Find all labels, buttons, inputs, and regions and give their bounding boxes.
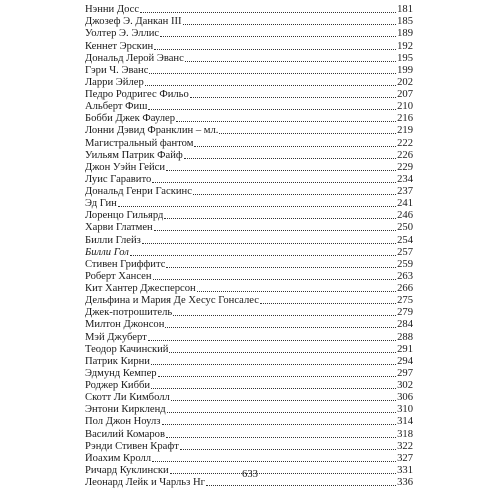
toc-entry — [85, 344, 413, 356]
toc-entry-title: Стивен Гриффитс — [85, 258, 166, 270]
toc-entry-page: 314 — [397, 416, 413, 428]
toc-entry-title: Василий Комаров — [85, 428, 165, 440]
toc-entry-title: Йоахим Кролл — [85, 452, 152, 464]
toc-entry — [85, 380, 413, 392]
toc-entry — [85, 77, 413, 89]
toc-entry — [85, 307, 413, 319]
toc-dot-leader — [183, 24, 396, 25]
toc-entry-page: 222 — [397, 137, 413, 149]
toc-dot-leader — [152, 182, 396, 183]
toc-entry-title: Теодор Качинский — [85, 343, 169, 355]
toc-entry — [85, 113, 413, 125]
toc-entry-page: 246 — [397, 210, 413, 222]
toc-entry-page: 263 — [397, 270, 413, 282]
toc-dot-leader — [164, 218, 396, 219]
toc-entry-title: Джозеф Э. Данкан III — [85, 16, 182, 28]
toc-entry — [85, 150, 413, 162]
toc-entry-page: 291 — [397, 343, 413, 355]
toc-entry — [85, 198, 413, 210]
toc-entry-page: 279 — [397, 307, 413, 319]
toc-entry-title: Магистральный фантом — [85, 137, 194, 149]
toc-entry-page: 207 — [397, 89, 413, 100]
toc-entry — [85, 331, 413, 343]
toc-entry-page: 266 — [397, 283, 413, 294]
toc-entry — [85, 428, 413, 440]
toc-entry — [85, 125, 413, 137]
toc-entry-title: Харви Глатмен — [85, 222, 153, 234]
toc-entry-page: 195 — [397, 52, 413, 64]
toc-dot-leader — [145, 85, 396, 86]
toc-entry — [85, 28, 413, 40]
toc-entry-title: Лонни Дэвид Франклин – мл. — [85, 125, 219, 137]
toc-entry-page: 192 — [397, 40, 413, 52]
toc-entry-title: Дельфина и Мария Де Хесус Гонсалес — [85, 295, 259, 307]
toc-dot-leader — [173, 315, 396, 316]
toc-entry — [85, 40, 413, 52]
toc-entry-title: Луис Гаравито — [85, 173, 152, 185]
toc-dot-leader — [165, 327, 396, 328]
toc-dot-leader — [219, 133, 396, 134]
toc-entry — [85, 65, 413, 77]
toc-dot-leader — [149, 73, 396, 74]
toc-dot-leader — [160, 36, 396, 37]
toc-dot-leader — [130, 255, 396, 256]
toc-entry-title: Кит Хантер Джесперсон — [85, 283, 196, 294]
toc-entry-page: 336 — [397, 477, 413, 488]
toc-entry-title: Пол Джон Ноулз — [85, 416, 161, 428]
toc-entry — [85, 247, 413, 259]
toc-entry-title: Роберт Хансен — [85, 270, 152, 282]
toc-entry-title: Педро Родригес Фильо — [85, 89, 189, 100]
toc-entry-title: Роджер Кибби — [85, 380, 151, 391]
toc-dot-leader — [180, 449, 396, 450]
toc-entry — [85, 416, 413, 428]
toc-dot-leader — [142, 243, 396, 244]
toc-entry-title: Гэри Ч. Эванс — [85, 64, 149, 76]
toc-entry-title: Ричард Куклински — [85, 464, 169, 476]
toc-entry — [85, 53, 413, 65]
toc-entry-title: Бобби Джек Фаулер — [85, 113, 176, 125]
table-of-contents — [85, 4, 413, 489]
toc-entry-page: 259 — [397, 258, 413, 270]
toc-entry-page: 241 — [397, 198, 413, 210]
toc-entry-page: 219 — [397, 125, 413, 137]
toc-entry-page: 185 — [397, 16, 413, 28]
toc-dot-leader — [190, 97, 396, 98]
toc-dot-leader — [154, 49, 396, 50]
toc-entry-title: Нэнни Досс — [85, 4, 140, 16]
toc-entry — [85, 295, 413, 307]
toc-entry-page: 294 — [397, 355, 413, 367]
toc-dot-leader — [184, 158, 396, 159]
toc-entry — [85, 174, 413, 186]
toc-dot-leader — [166, 170, 396, 171]
toc-dot-leader — [162, 424, 397, 425]
toc-entry-page: 318 — [397, 428, 413, 440]
toc-entry-page: 189 — [397, 28, 413, 40]
toc-entry — [85, 271, 413, 283]
toc-entry-title: Лоренцо Гильярд — [85, 210, 164, 222]
toc-entry-page: 257 — [397, 246, 413, 258]
toc-dot-leader — [206, 485, 396, 486]
toc-dot-leader — [167, 412, 396, 413]
toc-dot-leader — [197, 291, 396, 292]
toc-entry — [85, 453, 413, 465]
toc-entry-page: 181 — [397, 4, 413, 16]
toc-dot-leader — [148, 340, 396, 341]
toc-entry-page: 297 — [397, 367, 413, 379]
toc-entry — [85, 259, 413, 271]
toc-entry — [85, 89, 413, 101]
toc-entry-title: Билли Глейз — [85, 234, 141, 246]
toc-entry-page: 331 — [397, 464, 413, 476]
toc-entry-page: 327 — [397, 452, 413, 464]
toc-entry-title: Джон Уэйн Гейси — [85, 161, 165, 173]
toc-entry-page: 250 — [397, 222, 413, 234]
toc-entry-title: Рэнди Стивен Крафт — [85, 440, 179, 452]
toc-dot-leader — [166, 437, 396, 438]
toc-entry — [85, 186, 413, 198]
toc-dot-leader — [260, 303, 396, 304]
toc-entry-page: 226 — [397, 149, 413, 161]
toc-dot-leader — [151, 364, 396, 365]
toc-dot-leader — [171, 400, 396, 401]
toc-entry-page: 202 — [397, 76, 413, 88]
toc-entry-title: Альберт Фиш — [85, 101, 148, 113]
toc-entry-title: Билли Гол — [85, 246, 129, 258]
toc-dot-leader — [169, 352, 396, 353]
toc-entry-page: 199 — [397, 64, 413, 76]
toc-entry — [85, 404, 413, 416]
toc-entry — [85, 4, 413, 16]
toc-entry-title: Милтон Джонсон — [85, 319, 165, 331]
toc-dot-leader — [154, 230, 396, 231]
toc-entry-page: 275 — [397, 295, 413, 307]
toc-entry — [85, 137, 413, 149]
toc-entry — [85, 101, 413, 113]
toc-entry-title: Эдмунд Кемпер — [85, 367, 157, 379]
toc-dot-leader — [194, 146, 396, 147]
toc-entry — [85, 319, 413, 331]
toc-dot-leader — [148, 109, 396, 110]
toc-dot-leader — [193, 194, 396, 195]
toc-entry — [85, 283, 413, 295]
toc-entry-page: 237 — [397, 186, 413, 197]
toc-dot-leader — [185, 61, 396, 62]
toc-entry-title: Скотт Ли Кимболл — [85, 392, 170, 404]
toc-entry-title: Уолтер Э. Эллис — [85, 28, 160, 40]
toc-entry-page: 216 — [397, 113, 413, 125]
toc-entry-page: 254 — [397, 234, 413, 246]
toc-entry-title: Ларри Эйлер — [85, 76, 144, 88]
toc-entry-title: Дональд Лерой Эванс — [85, 52, 184, 64]
toc-entry — [85, 162, 413, 174]
toc-dot-leader — [158, 376, 396, 377]
toc-entry — [85, 210, 413, 222]
toc-entry-page: 229 — [397, 161, 413, 173]
toc-dot-leader — [153, 279, 396, 280]
toc-entry — [85, 16, 413, 28]
toc-entry-page: 210 — [397, 101, 413, 113]
toc-entry-page: 284 — [397, 319, 413, 331]
toc-entry — [85, 392, 413, 404]
toc-dot-leader — [151, 388, 396, 389]
toc-entry-title: Эд Гин — [85, 198, 117, 210]
toc-dot-leader — [140, 12, 396, 13]
toc-entry-page: 310 — [397, 404, 413, 416]
toc-entry-page: 234 — [397, 173, 413, 185]
toc-entry-title: Патрик Кирни — [85, 355, 150, 367]
toc-entry-title: Мэй Джуберт — [85, 331, 147, 343]
toc-entry-title: Джек-потрошитель — [85, 307, 173, 319]
toc-entry-title: Уильям Патрик Файф — [85, 149, 183, 161]
page-number: 633 — [242, 469, 258, 480]
toc-entry — [85, 222, 413, 234]
toc-entry-title: Дональд Генри Гаскинс — [85, 186, 192, 197]
toc-entry-title: Энтони Киркленд — [85, 404, 166, 416]
toc-dot-leader — [118, 206, 396, 207]
toc-entry — [85, 441, 413, 453]
toc-entry-title: Кеннет Эрскин — [85, 40, 154, 52]
toc-entry-page: 288 — [397, 331, 413, 343]
toc-entry-page: 302 — [397, 380, 413, 391]
toc-entry — [85, 356, 413, 368]
toc-entry — [85, 234, 413, 246]
toc-entry-page: 306 — [397, 392, 413, 404]
toc-dot-leader — [176, 121, 396, 122]
toc-entry — [85, 368, 413, 380]
toc-entry-page: 322 — [397, 440, 413, 452]
toc-dot-leader — [166, 267, 396, 268]
toc-entry-title: Леонард Лейк и Чарльз Нг — [85, 477, 205, 488]
toc-dot-leader — [152, 461, 396, 462]
